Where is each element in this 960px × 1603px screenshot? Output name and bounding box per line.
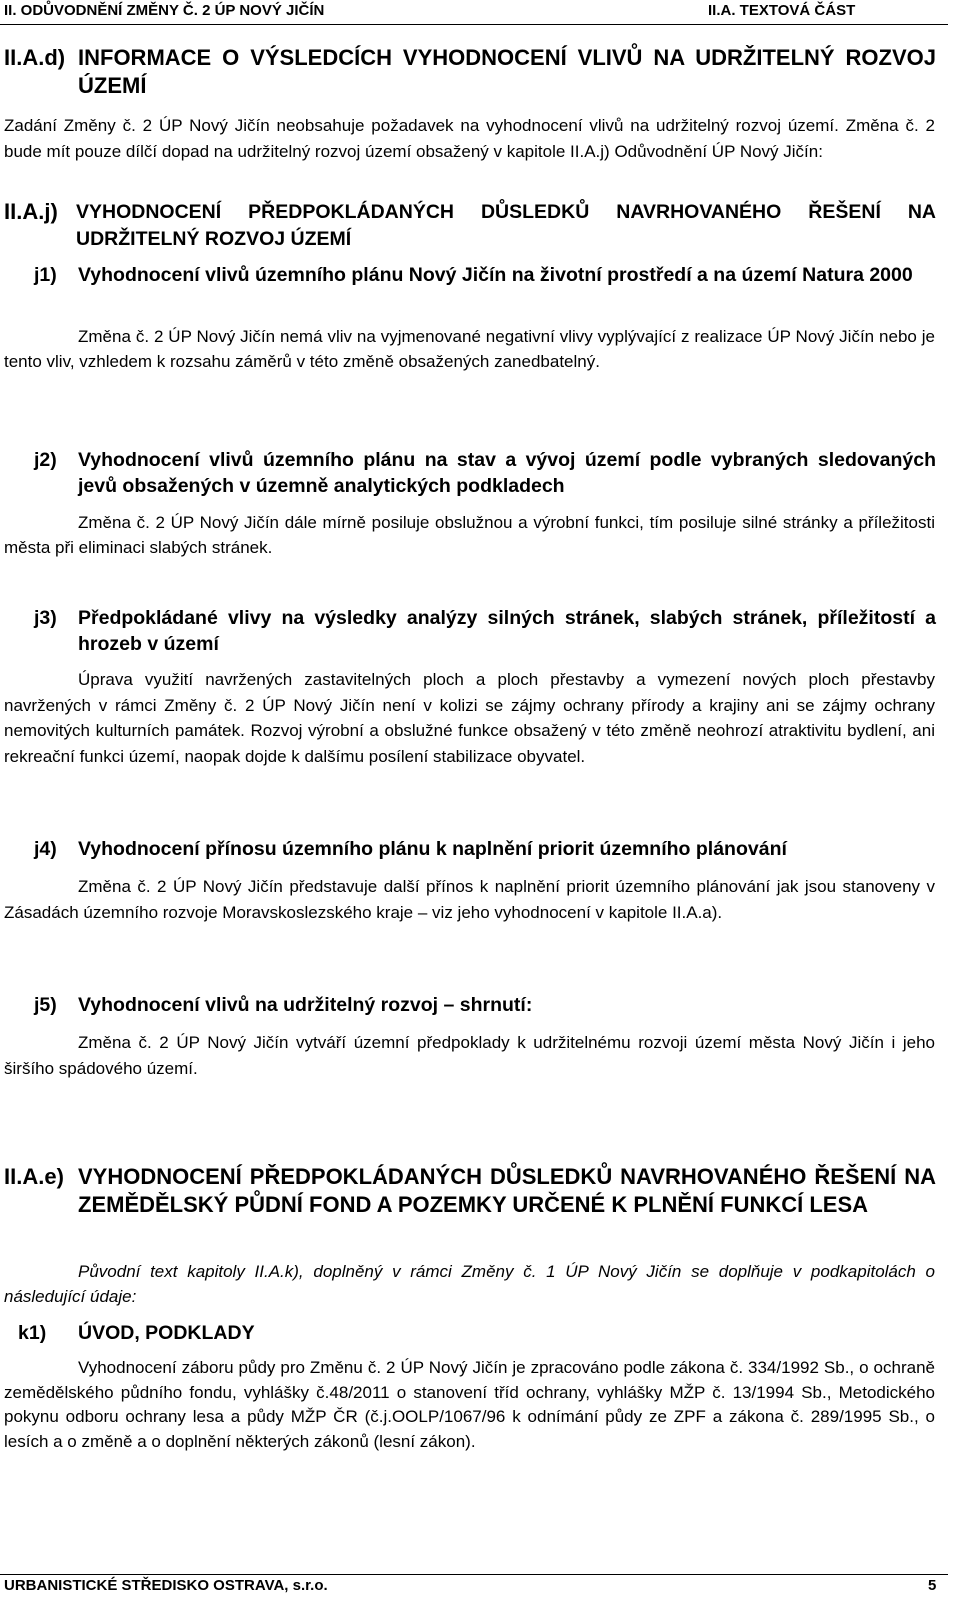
paragraph: Úprava využití navržených zastavitelných ploch a ploch přestavby a vymezení nových ploch přestavby navržených v rámci Změny č. 2 ÚP Nový Jičín není v kolizi se zájmy ochrany přírody a krajiny ani se zájmy ochrany nemovitých kulturních památek. Rozvoj výrobní a obslužné funkce obsažený v této změně neohrozí atraktivitu bydlení, ani rekreační funkci území, naopak dojde k dalšímu posílení stabilizace obyvatel. [4,670,935,766]
header-right: II.A. TEXTOVÁ ČÁST [708,2,856,19]
header-left: II. ODŮVODNĚNÍ ZMĚNY Č. 2 ÚP NOVÝ JIČÍN [4,2,325,19]
subsection-number: k1) [18,1322,47,1344]
page-footer [0,1574,948,1594]
page-header [0,0,948,25]
subsection-title: ÚVOD, PODKLADY [78,1322,255,1344]
section-number: II.A.j) [4,199,58,224]
subsection-number: j4) [34,838,57,860]
subsection-number: j1) [34,264,57,286]
section-title: VYHODNOCENÍ PŘEDPOKLÁDANÝCH DŮSLEDKŮ NAVRHOVANÉHO ŘEŠENÍ NA ZEMĚDĚLSKÝ PŮDNÍ FOND A POZEMKY URČENÉ K PLNĚNÍ FUNKCÍ LESA [78,1164,936,1217]
subsection-title: Předpokládané vlivy na výsledky analýzy silných stránek, slabých stránek, příležitostí a hrozeb v území [78,607,936,655]
subsection-number: j3) [34,607,57,629]
paragraph: Vyhodnocení záboru půdy pro Změnu č. 2 ÚP Nový Jičín je zpracováno podle zákona č. 334/1992 Sb., o ochraně zemědělského půdního fondu, vyhlášky č.48/2011 o stanovení tříd ochrany, vyhlášky MŽP č. 13/1994 Sb., Metodického pokynu odboru ochrany lesa a půdy MŽP ČR (č.j.OOLP/1067/96 k odnímání půdy ze ZPF a zákona č. 289/1995 Sb., o lesích a o změně a o doplnění některých zákonů (lesní zákon). [4,1358,935,1451]
subsection-title: Vyhodnocení vlivů územního plánu na stav a vývoj území podle vybraných sledovaných jevů obsažených v územně analytických podkladech [78,449,936,497]
subsection-number: j2) [34,449,57,471]
subsection-number: j5) [34,994,57,1016]
paragraph: Změna č. 2 ÚP Nový Jičín představuje další přínos k naplnění priorit územního plánování jak jsou stanoveny v Zásadách územního rozvoje Moravskoslezského kraje – viz jeho vyhodnocení v kapitole II.A.a). [4,877,935,922]
section-title: INFORMACE O VÝSLEDCÍCH VYHODNOCENÍ VLIVŮ NA UDRŽITELNÝ ROZVOJ ÚZEMÍ [78,45,936,98]
section-number: II.A.d) [4,45,66,70]
page-number: 5 [928,1577,937,1594]
footer-company: URBANISTICKÉ STŘEDISKO OSTRAVA, s.r.o. [4,1577,328,1594]
section-intro: Zadání Změny č. 2 ÚP Nový Jičín neobsahuje požadavek na vyhodnocení vlivů na udržitelný rozvoj území. Změna č. 2 bude mít pouze dílčí dopad na udržitelný rozvoj území obsažený v kapitole II.A.j) Odůvodnění ÚP Nový Jičín: [4,116,935,161]
paragraph: Změna č. 2 ÚP Nový Jičín nemá vliv na vyjmenované negativní vlivy vyplývající z realizace ÚP Nový Jičín nebo je tento vliv, vzhledem k rozsahu záměrů v této změně obsažených zanedbatelný. [4,327,935,371]
section-intro: Původní text kapitoly II.A.k), doplněný v rámci Změny č. 1 ÚP Nový Jičín se doplňuje v podkapitolách o následující údaje: [4,1262,935,1306]
subsection-title: Vyhodnocení přínosu územního plánu k naplnění priorit územního plánování [78,838,787,860]
section-title: VYHODNOCENÍ PŘEDPOKLÁDANÝCH DŮSLEDKŮ NAVRHOVANÉHO ŘEŠENÍ NA UDRŽITELNÝ ROZVOJ ÚZEMÍ [76,201,936,250]
paragraph: Změna č. 2 ÚP Nový Jičín vytváří územní předpoklady k udržitelnému rozvoji území města Nový Jičín i jeho širšího spádového území. [4,1033,935,1078]
subsection-title: Vyhodnocení vlivů územního plánu Nový Jičín na životní prostředí a na území Natura 2000 [78,264,913,286]
subsection-title: Vyhodnocení vlivů na udržitelný rozvoj – shrnutí: [78,994,533,1016]
section-number: II.A.e) [4,1164,64,1189]
paragraph: Změna č. 2 ÚP Nový Jičín dále mírně posiluje obslužnou a výrobní funkci, tím posiluje silné stránky a příležitosti města při eliminaci slabých stránek. [4,513,935,557]
